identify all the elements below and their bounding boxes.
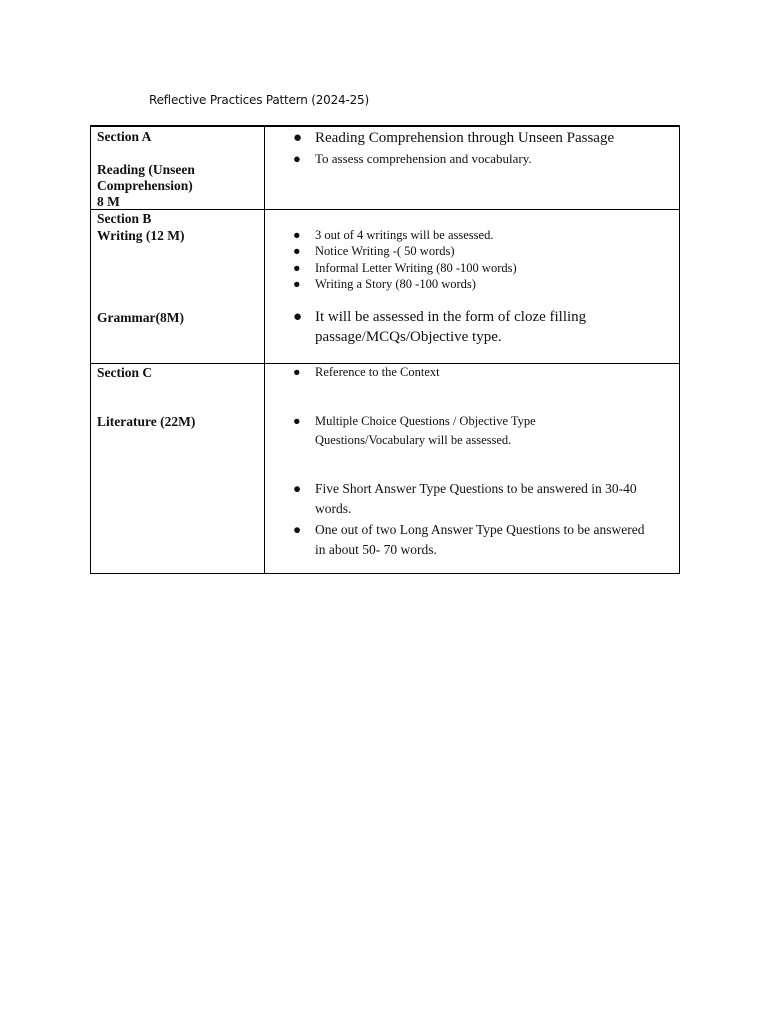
bullet-icon: ● [293,308,303,325]
grammar-label: Grammar(8M) [97,309,184,325]
writing-label: Writing (12 M) [97,227,185,243]
section-a-marks: 8 M [97,194,120,209]
section-a-subject-line-2: Comprehension) [97,178,193,193]
section-b-heading: Section B [97,210,152,226]
section-a-heading: Section A [97,129,152,144]
section-c-heading: Section C [97,364,153,380]
bullet-icon: ● [293,364,301,379]
section-a-label-cell [91,126,265,209]
bullet-icon: ● [293,244,301,258]
section-a-bullets [265,128,665,167]
section-b-label-cell [91,209,265,363]
bullet-icon: ● [293,260,301,275]
list-item: ● Multiple Choice Questions / Objective Type Questions/Vocabulary will be assessed. [293,413,536,447]
list-item: ● 3 out of 4 writings will be assessed. [293,227,494,242]
section-b-row [91,209,680,363]
bullet-icon: ● [293,130,303,146]
section-a-content-cell [265,126,680,209]
section-b-content-cell [265,209,680,363]
list-item: ● Reference to the Context [293,364,440,379]
section-c-content-cell [265,363,680,573]
list-item: ● Five Short Answer Type Questions to be answered in 30-40 words. [293,480,637,516]
writing-bullets [265,227,665,293]
section-c-row [91,363,680,573]
bullet-icon: ● [293,277,301,291]
bullet-icon: ● [293,227,301,242]
list-item: ● It will be assessed in the form of cloze filling passage/MCQs/Objective type. [293,308,587,345]
bullet-icon: ● [293,480,302,496]
section-a-row [91,126,680,209]
list-item: ● Reading Comprehension through Unseen Passage [265,128,665,149]
section-a-subject-line-1: Reading (Unseen [97,162,195,177]
list-item: ● Informal Letter Writing (80 -100 words) [293,260,517,275]
literature-label: Literature (22M) [97,413,196,429]
section-c-label-cell [91,363,265,573]
document-title: Reflective Practices Pattern (2024-25) [149,93,369,107]
context-bullets [265,364,665,381]
exam-pattern-table [90,125,680,574]
mcq-bullets [265,412,555,450]
list-item: ● To assess comprehension and vocabulary. [293,150,532,166]
list-item: ● Notice Writing -( 50 words) [293,244,455,258]
list-item: ● One out of two Long Answer Type Questions to be answered in about 50- 70 words. [293,521,645,557]
bullet-icon: ● [293,413,301,428]
list-item: ● Writing a Story (80 -100 words) [293,277,476,291]
bullet-icon: ● [293,150,301,166]
answer-type-bullets [265,479,665,561]
bullet-icon: ● [293,521,302,537]
grammar-bullets [265,307,610,348]
